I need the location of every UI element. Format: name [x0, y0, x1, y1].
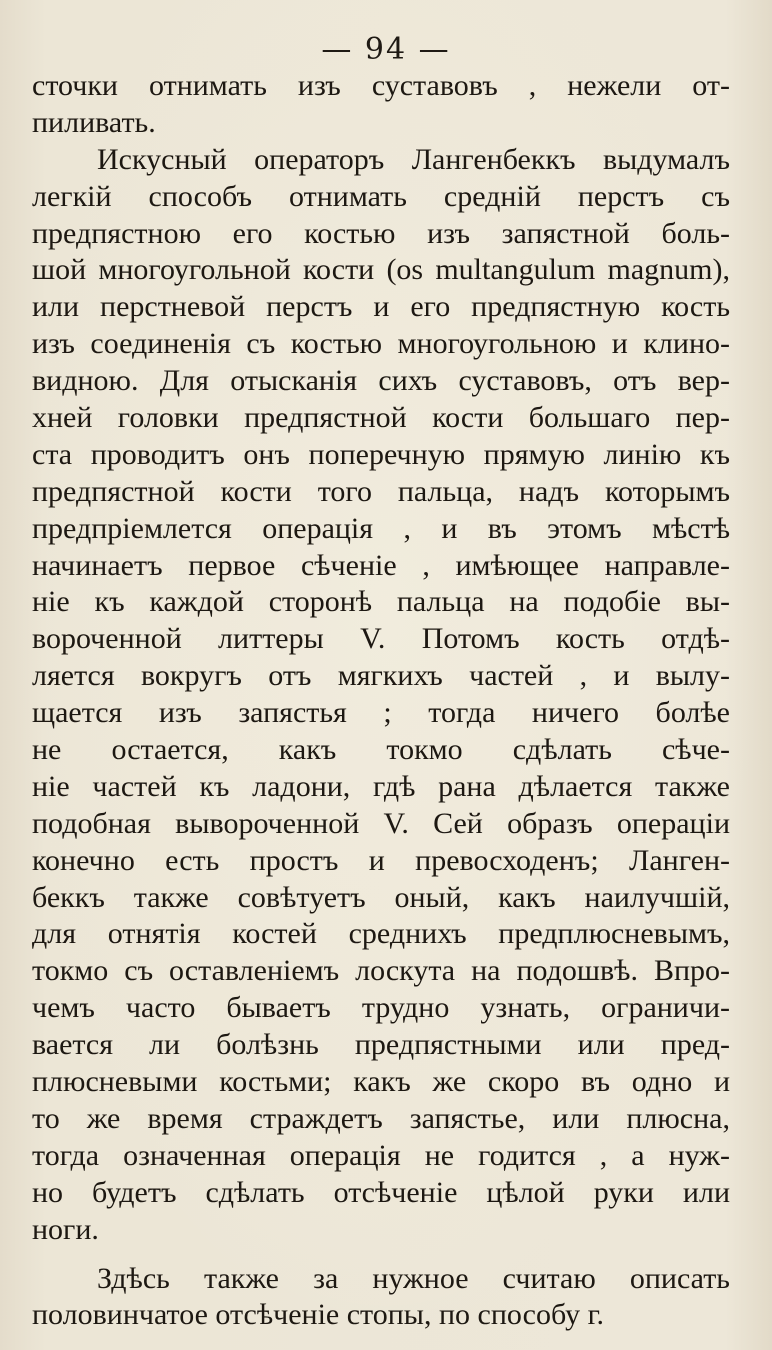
text-line: тогда означенная операція не годится , а нуж-: [32, 1138, 730, 1172]
paragraph: [32, 1261, 730, 1335]
text-line: Искусный операторъ Лангенбеккъ выдумалъ: [97, 142, 730, 176]
text-line: предпріемлется операція , и въ этомъ мѣстѣ: [32, 511, 730, 545]
text-line: токмо съ оставленіемъ лоскута на подошвѣ. Впро-: [32, 954, 730, 988]
text-line: плюсневыми костьми; какъ же скоро въ одно и: [32, 1065, 730, 1099]
text-line: ніе частей къ ладони, гдѣ рана дѣлается также: [32, 769, 730, 803]
text-line: для отнятія костей среднихъ предплюсневымъ,: [32, 917, 730, 951]
paragraph: [32, 68, 730, 142]
text-line: или перстневой перстъ и его предпястную кость: [32, 290, 730, 324]
text-line: начинаетъ первое сѣченіе , имѣющее направле-: [32, 548, 730, 582]
text-line: подобная вывороченной V. Сей образъ операціи: [32, 806, 730, 840]
text-line: ноги.: [32, 1212, 99, 1246]
text-line: вается ли болѣзнь предпястными или пред-: [32, 1028, 730, 1062]
text-line: но будетъ сдѣлать отсѣченіе цѣлой руки или: [32, 1175, 730, 1209]
text-line: вороченной литтеры V. Потомъ кость отдѣ-: [32, 622, 730, 656]
paragraph: [32, 142, 730, 1249]
text-line: шой многоугольной кости (os multangulum magnum),: [32, 253, 730, 287]
text-line: щается изъ запястья ; тогда ничего болѣе: [32, 696, 730, 730]
text-line: Здѣсь также за нужное считаю описать: [97, 1261, 730, 1295]
text-line: ляется вокругъ отъ мягкихъ частей , и вылу-: [32, 659, 730, 693]
text-line: хней головки предпястной кости большаго пер-: [32, 401, 730, 435]
text-line: не остается, какъ токмо сдѣлать сѣче-: [32, 733, 730, 767]
text-line: предпястной кости того пальца, надъ которымъ: [32, 474, 730, 508]
text-line: конечно есть простъ и превосходенъ; Ланген-: [32, 843, 730, 877]
text-line: пиливать.: [32, 105, 156, 139]
text-line: сточки отнимать изъ суставовъ , нежели от-: [32, 69, 730, 102]
text-line: изъ соединенія съ костью многоугольною и клино-: [32, 327, 730, 361]
body-text: [32, 68, 730, 1334]
text-line: чемъ часто бываетъ трудно узнать, ограничи-: [32, 991, 730, 1025]
text-line: ніе къ каждой сторонѣ пальца на подобіе вы-: [32, 585, 730, 619]
text-line: ста проводитъ онъ поперечную прямую линію къ: [32, 437, 730, 471]
text-line: то же время страждетъ запястье, или плюсна,: [32, 1101, 730, 1135]
text-line: легкій способъ отнимать средній перстъ съ: [32, 179, 730, 213]
text-line: беккъ также совѣтуетъ оный, какъ наилучшій,: [32, 880, 730, 914]
text-line: предпястною его костью изъ запястной боль-: [32, 216, 730, 250]
paragraph-gap: [32, 1249, 730, 1261]
text-line: половинчатое отсѣченіе стопы, по способу г.: [32, 1298, 604, 1332]
text-line: видною. Для отысканія сихъ суставовъ, отъ вер-: [32, 364, 730, 398]
page-number: — 94 —: [321, 32, 451, 67]
